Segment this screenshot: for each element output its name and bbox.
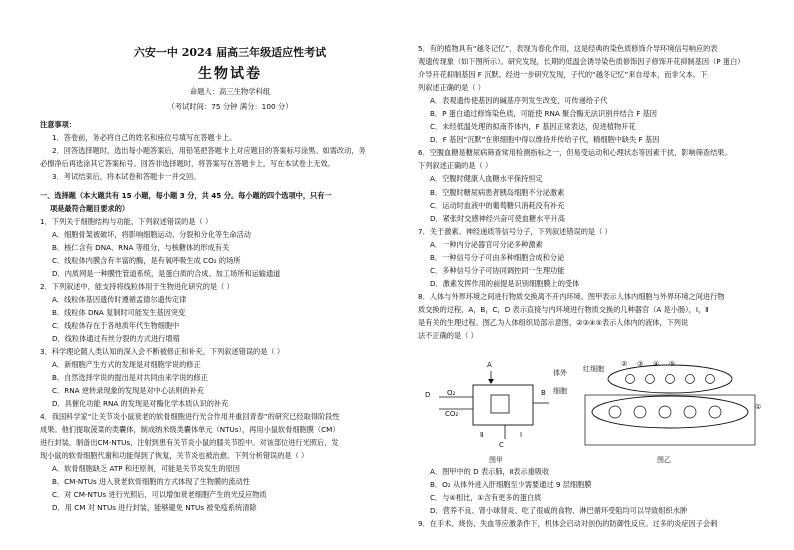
notice-item: 必擦净后再选涂其它答案标号。回答非选择题时，将答案写在答题卡上，写在本试卷上无效。 bbox=[40, 159, 335, 168]
option: A．一种内分泌器官可分泌多种激素 bbox=[430, 239, 543, 249]
option: D．激素发挥作用的前提是识别细胞膜上的受体 bbox=[430, 278, 580, 288]
question-stem: 7．关于激素、神经递质等信号分子，下列叙述错误的是（ ） bbox=[418, 226, 612, 236]
option: B．O₂ 从体外进入肝细胞至少需要通过 9 层细胞膜 bbox=[430, 479, 592, 489]
q8-figures bbox=[425, 357, 765, 467]
fig-cell-label: 细胞 bbox=[553, 387, 567, 395]
option: B．自然选择学说的提出是对共同由来学说的修正 bbox=[52, 373, 208, 382]
exam-title: 六安一中 2024 届高三年级适应性考试 bbox=[133, 46, 327, 59]
figure-a bbox=[425, 361, 568, 464]
notice-block bbox=[40, 118, 412, 514]
question-stem-cont: 是有关的生理过程。图乙为人体组织局部示意图，②③④⑤表示人体内的液体，下列说 bbox=[418, 317, 689, 327]
option: D．内质网是一种膜性管道系统，是蛋白质的合成、加工场所和运输通道 bbox=[52, 269, 281, 278]
option: D．用 CM 对 NTUs 进行封装，能够避免 NTUs 被免疫系统清除 bbox=[52, 503, 257, 512]
option: C．线粒体内膜含有丰富的酶，是有氧呼吸生成 CO₂ 的场所 bbox=[52, 256, 241, 265]
option: B．核仁含有 DNA、RNA 等组分，与核糖体的形成有关 bbox=[52, 243, 230, 252]
fig-num5: ⑤ bbox=[669, 360, 676, 368]
question-stem-cont: 质交换的过程，A，B，C，D 表示直接与内环境进行物质交换的几种器官（A 是小肠），Ⅰ，Ⅱ bbox=[418, 304, 709, 314]
question-stem: 3．科学理论随人类认知的深入会不断被修正和补充，下列叙述错误的是（ ） bbox=[40, 347, 285, 356]
question-stem-cont: 列叙述正确的是（ ） bbox=[418, 83, 485, 93]
question-stem: 2．下列叙述中，能支持将线粒体用于生物进化研究的是（ ） bbox=[40, 282, 234, 291]
question-stem-cont: 介导开花抑制基因 F 沉默。经进一步研究发现，子代的“越冬记忆”来自母本，而非父本。下 bbox=[418, 70, 708, 80]
question-stem: 4．我国科学家“让关节炎小鼠衰老的软骨细胞进行光合作用并重回青春”的研究已经取得阶段性 bbox=[40, 412, 340, 421]
option: D．紧张时交感神经兴奋可使血糖水平升高 bbox=[430, 213, 565, 223]
fig-num3: ③ bbox=[637, 360, 644, 368]
question-stem-cont: 法不正确的是（ ） bbox=[418, 331, 478, 341]
option: A．图甲中的 D 表示肺，Ⅱ表示重吸收 bbox=[430, 467, 550, 476]
exam-meta: （考试时间：75 分钟 满分：100 分） bbox=[167, 102, 293, 111]
question-stem-cont: 成果。他们提取菠菜的类囊体，制成纳米级类囊体单元（NTUs），再用小鼠软骨细胞膜（CM） bbox=[40, 425, 340, 434]
option: C．与④相比，①含有更多的蛋白质 bbox=[430, 492, 542, 502]
fig-out-label: 体外 bbox=[553, 369, 567, 377]
subject-title: 生物试卷 bbox=[198, 66, 262, 82]
option: C．线粒体存在于各地质年代生物细胞中 bbox=[52, 321, 180, 330]
option: A．表观遗传使基因的碱基序列发生改变，可传递给子代 bbox=[430, 96, 608, 106]
fig-rbc-label: 红细胞 bbox=[583, 365, 604, 373]
question-stem: 1．下列关于细胞结构与功能，下列叙述错误的是（ ） bbox=[40, 217, 213, 226]
option: A．细胞骨架被破坏，将影响细胞运动、分裂和分化等生命活动 bbox=[52, 230, 251, 239]
option: C．RNA 逆转录现象的发现是对中心法则的补充 bbox=[52, 386, 204, 395]
option: B．一种信号分子可由多种细胞合成和分泌 bbox=[430, 252, 565, 262]
author-line: 命题人：高三生物学科组 bbox=[189, 87, 271, 96]
right-column bbox=[418, 42, 770, 342]
notice-item: 1．答卷前，务必将自己的姓名和座位号填写在答题卡上。 bbox=[52, 133, 237, 142]
fig-caption-a: 图甲 bbox=[489, 456, 503, 464]
fig-caption-b: 图乙 bbox=[657, 456, 671, 464]
fig-num1: ① bbox=[755, 403, 762, 411]
option: D．营养不良、肾小球肾炎、吃了很咸的食物、淋巴循环受阻均可以导致组织水肿 bbox=[430, 505, 688, 515]
option: C．运动时血液中的葡萄糖只消耗没有补充 bbox=[430, 200, 565, 210]
fig-num2: ② bbox=[621, 360, 628, 368]
fig-r2: Ⅱ bbox=[480, 431, 484, 439]
question-stem: 6．空腹血糖是糖尿病筛查常用检测指标之一，但易受运动和心理状态等因素干扰，影响筛查结果。 bbox=[418, 148, 732, 158]
question-stem-cont: 观遗传现象（如下图所示）。研究发现，长期的低温会诱导染色质修饰因子修饰开花抑制基因（P 蛋白） bbox=[418, 57, 745, 67]
notice-heading: 注意事项： bbox=[40, 120, 76, 129]
option: A．线粒体基因遗传时遵循孟德尔遗传定律 bbox=[52, 295, 187, 304]
fig-o2: O₂ bbox=[447, 389, 456, 397]
option: A．软骨细胞缺乏 ATP 和还原剂，可能是关节炎发生的原因 bbox=[52, 464, 240, 473]
option: D．线粒体通过有丝分裂的方式进行增殖 bbox=[52, 334, 180, 343]
notice-item: 3．考试结束后，将本试卷和答题卡一并交回。 bbox=[52, 172, 201, 181]
option: B．P 蛋白通过修饰染色质，可能使 RNA 聚合酶无法识别并结合 F 基因 bbox=[430, 109, 657, 119]
option: D．F 基因“沉默”在卵细胞中得以维持并传给子代，精细胞中缺失 F 基因 bbox=[430, 135, 660, 145]
q8-options-block bbox=[418, 466, 770, 531]
option: B．空腹时糖尿病患者胰岛细胞不分泌激素 bbox=[430, 187, 565, 197]
option: C．未经低温处理的拟南芥体内，F 基因正常表达，促进植物开花 bbox=[430, 122, 636, 132]
fig-b-label: B bbox=[541, 389, 546, 397]
section-heading: 一、选择题（本大题共有 15 小题，每小题 3 分，共 45 分。每小题的四个选项中，只有一 bbox=[40, 191, 332, 200]
question-stem-cont: 下列叙述正确的是（ ） bbox=[418, 161, 493, 171]
question-stem-cont: 进行封装，制备出CM-NTUs，注射到患有关节炎小鼠的膝关节腔中。对该部位进行光照后，发 bbox=[40, 438, 339, 447]
option: B．线粒体 DNA 复制时可能发生基因突变 bbox=[52, 308, 186, 317]
question-stem: 8．人体与外界环境之间进行物质交换离不开内环境。图甲表示人体内细胞与外界环境之间进行物 bbox=[418, 291, 725, 301]
question-stem: 9．在手术、烧伤、失血等应激条件下，机体会启动对创伤的防御性反应。过多的炎症因子会刺 bbox=[418, 518, 718, 528]
figure-b bbox=[583, 360, 761, 464]
option: B．CM-NTUs 进入衰老软骨细胞的方式体现了生物膜的流动性 bbox=[52, 477, 250, 486]
fig-num4: ④ bbox=[653, 360, 660, 368]
fig-d-label: D bbox=[425, 391, 431, 399]
fig-co2: CO₂ bbox=[445, 410, 459, 418]
fig-a-label: A bbox=[487, 361, 492, 369]
option: A．空腹时健康人血糖水平保持恒定 bbox=[430, 174, 543, 184]
option: D．具催化功能 RNA 的发现是对酶化学本质认识的补充 bbox=[52, 399, 229, 408]
option: C．对 CM-NTUs 进行光照后，可以增加衰老细胞产生的光反应物质 bbox=[52, 490, 267, 499]
section-heading-cont: 项是最符合题目要求的） bbox=[50, 204, 130, 213]
fig-c-label: C bbox=[499, 441, 504, 449]
question-stem-cont: 现小鼠的软骨细胞代谢和功能得到了恢复，关节炎也被治愈。下列分析错误的是（ ） bbox=[40, 451, 309, 460]
notice-item: 2．回答选择题时，选出每小题答案后，用铅笔把答题卡上对应题目的答案标号涂黑。如需改动，务 bbox=[52, 146, 366, 155]
fig-r1: Ⅰ bbox=[520, 431, 523, 439]
question-stem: 5．有的植物具有“越冬记忆”，表现为春化作用，这是经典的染色质修饰介导环境信号响应的表 bbox=[418, 44, 718, 53]
option: A．新细胞产生方式的发现是对细胞学说的修正 bbox=[52, 360, 201, 369]
option: C．多种信号分子可协同调控同一生理功能 bbox=[430, 265, 565, 275]
